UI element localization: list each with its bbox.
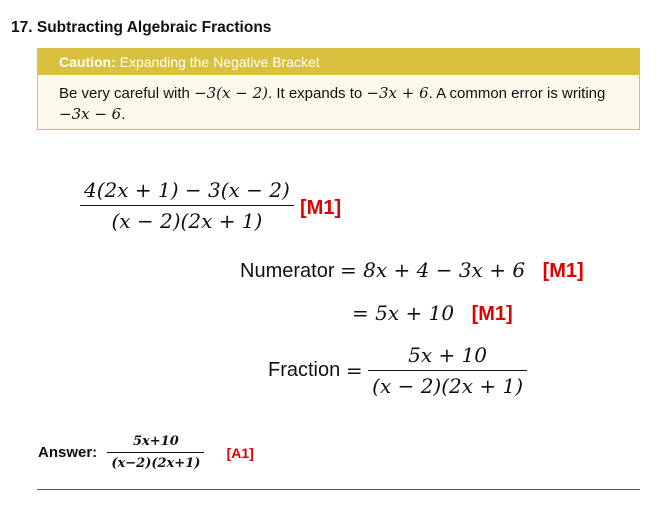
answer-denominator: (x−2)(2x+1) bbox=[111, 456, 201, 472]
combined-fraction bbox=[80, 178, 294, 233]
numerator-line bbox=[240, 258, 584, 283]
result-line bbox=[268, 343, 527, 398]
caution-math-3: −3x − 6 bbox=[59, 105, 122, 123]
fraction-label: Fraction bbox=[268, 359, 341, 382]
answer-label: Answer: bbox=[38, 444, 98, 462]
mark-m1-fraction: [M1] bbox=[300, 197, 342, 219]
combined-numerator: 4(2x + 1) − 3(x − 2) bbox=[84, 178, 290, 202]
caution-math-1: −3(x − 2) bbox=[194, 84, 268, 102]
caution-heading: Expanding the Negative Bracket bbox=[119, 54, 320, 70]
numerator-label: Numerator bbox=[240, 260, 335, 282]
answer-line bbox=[38, 434, 254, 471]
equals-sign: = bbox=[345, 358, 363, 383]
caution-text-3: . A common error is writing bbox=[428, 85, 606, 102]
result-denominator: (x − 2)(2x + 1) bbox=[372, 374, 524, 399]
simplified-line bbox=[352, 301, 513, 326]
caution-label: Caution: bbox=[59, 54, 116, 70]
caution-text bbox=[38, 75, 639, 125]
caution-text-1: Be very careful with bbox=[59, 85, 190, 102]
bottom-divider bbox=[37, 489, 640, 490]
mark-m1-simplified: [M1] bbox=[471, 303, 513, 325]
caution-math-2: −3x + 6 bbox=[366, 84, 429, 102]
section-title: 17. Subtracting Algebraic Fractions bbox=[11, 19, 272, 36]
numerator-expression: = 8x + 4 − 3x + 6 bbox=[340, 258, 526, 282]
mark-a1: [A1] bbox=[226, 444, 254, 461]
answer-numerator: 5x+10 bbox=[132, 434, 179, 449]
result-numerator: 5x + 10 bbox=[408, 343, 488, 367]
caution-box bbox=[37, 48, 640, 130]
simplified-expression: = 5x + 10 bbox=[352, 301, 455, 325]
mark-m1-numerator: [M1] bbox=[542, 260, 584, 282]
combined-denominator: (x − 2)(2x + 1) bbox=[111, 209, 263, 234]
caution-text-2: . It expands to bbox=[268, 85, 363, 102]
caution-header bbox=[38, 49, 639, 75]
caution-text-4: . bbox=[121, 106, 126, 123]
